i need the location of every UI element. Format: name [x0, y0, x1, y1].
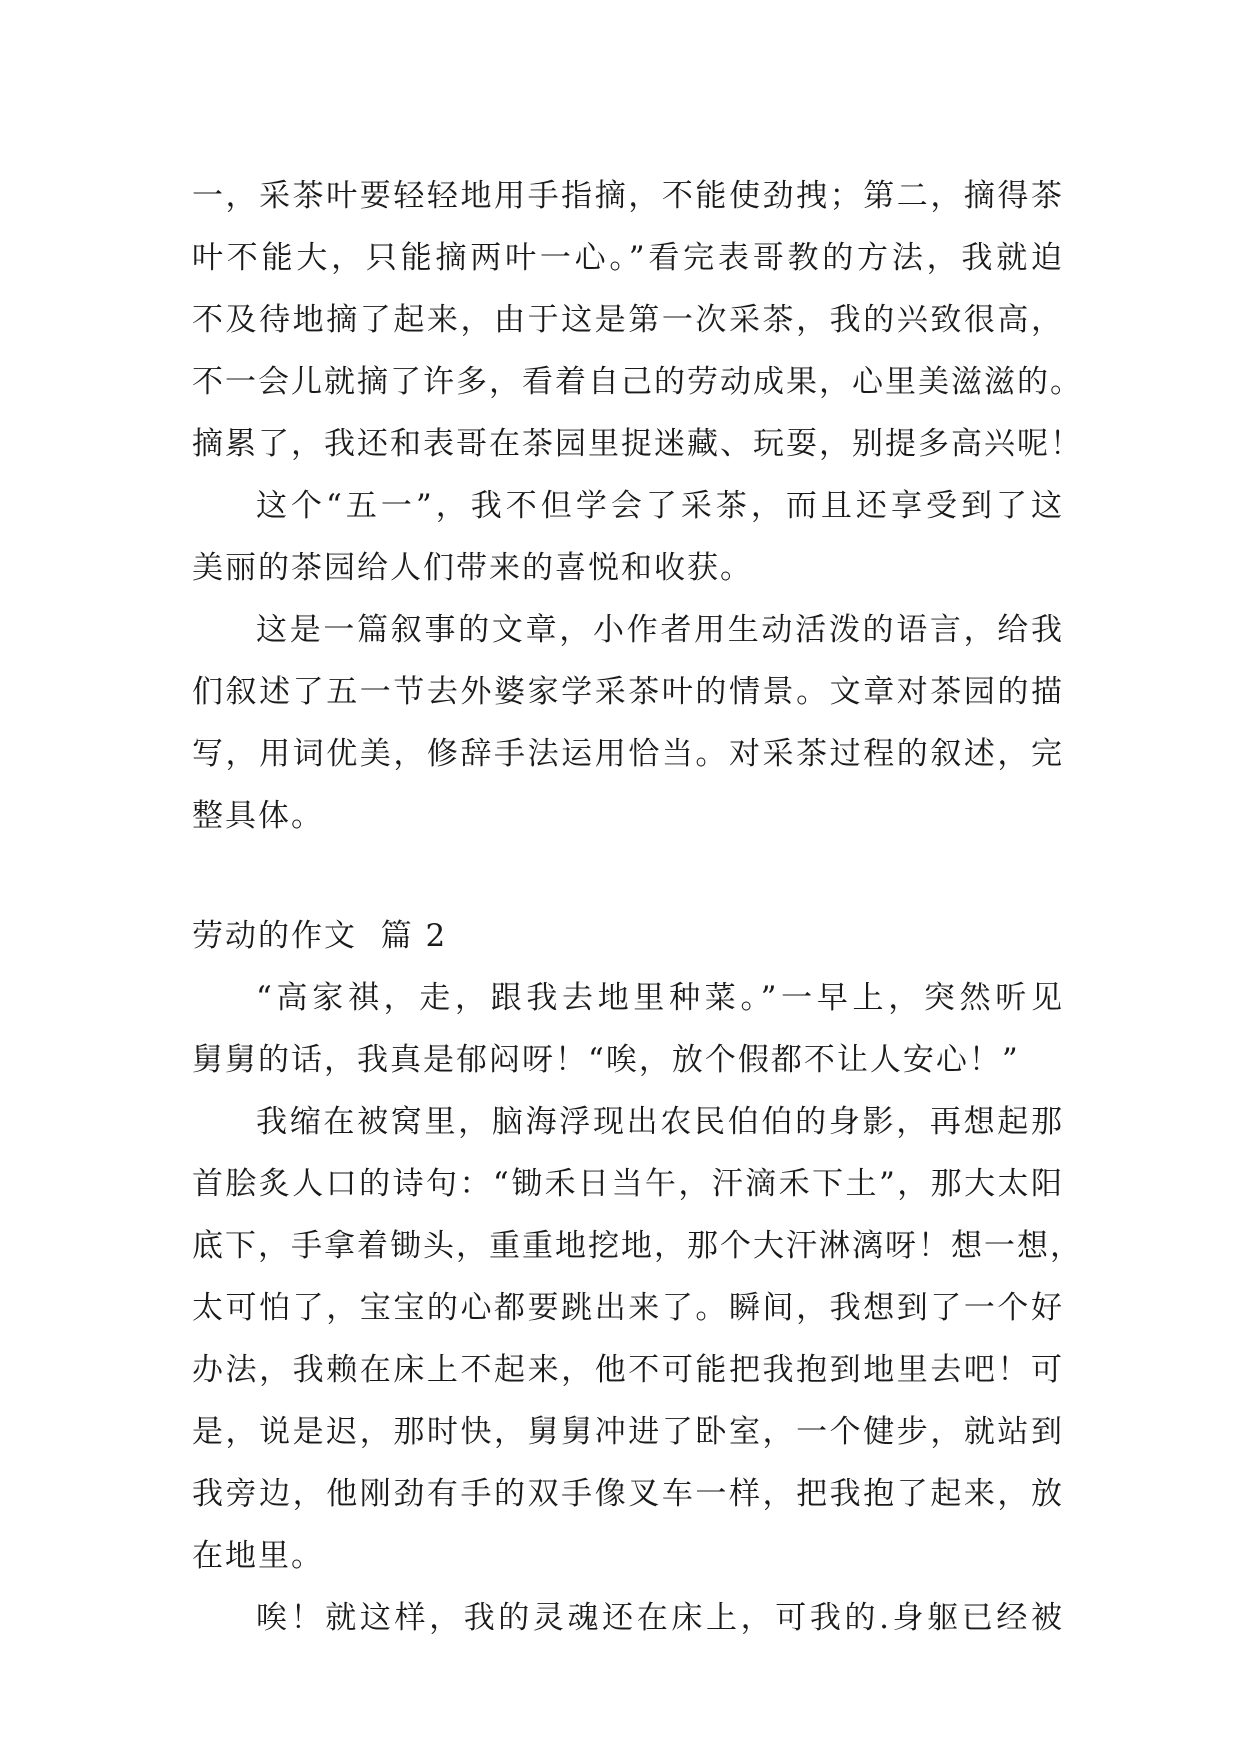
- text-line: 舅舅的话，我真是郁闷呀！“唉，放个假都不让人安心！”: [192, 1042, 1020, 1078]
- text-line: 不一会儿就摘了许多，看着自己的劳动成果，心里美滋滋的。: [192, 364, 1083, 400]
- text-line: 在地里。: [192, 1538, 324, 1574]
- text-line: 是，说是迟，那时快，舅舅冲进了卧室，一个健步，就站到: [192, 1414, 1064, 1450]
- paragraph-commentary: [192, 599, 1064, 847]
- text-line: 们叙述了五一节去外婆家学采茶叶的情景。文章对茶园的描: [192, 674, 1064, 710]
- text-line: 我旁边，他刚劲有手的双手像叉车一样，把我抱了起来，放: [192, 1476, 1064, 1512]
- text-line: 摘累了，我还和表哥在茶园里捉迷藏、玩耍，别提多高兴呢！: [192, 426, 1083, 462]
- text-line: 太可怕了，宝宝的心都要跳出来了。瞬间，我想到了一个好: [192, 1290, 1064, 1326]
- text-line: 这个“五一”，我不但学会了采茶，而且还享受到了这: [256, 488, 1064, 524]
- text-line: 不及待地摘了起来，由于这是第一次采茶，我的兴致很高，: [192, 302, 1064, 338]
- text-line: 写，用词优美，修辞手法运用恰当。对采茶过程的叙述，完: [192, 736, 1064, 772]
- text-line: 叶不能大，只能摘两叶一心。”看完表哥教的方法，我就迫: [192, 240, 1064, 276]
- text-line: 我缩在被窝里，脑海浮现出农民伯伯的身影，再想起那: [256, 1104, 1064, 1140]
- text-line: 整具体。: [192, 798, 324, 834]
- text-line: 首脍炙人口的诗句：“锄禾日当午，汗滴禾下土”，那大太阳: [192, 1166, 1064, 1202]
- paragraph-continued: [192, 165, 1083, 475]
- paragraph: [192, 967, 1064, 1091]
- paragraph: [192, 1587, 1064, 1649]
- text-line: 办法，我赖在床上不起来，他不可能把我抱到地里去吧！可: [192, 1352, 1064, 1388]
- text-line: 一，采茶叶要轻轻地用手指摘，不能使劲拽；第二，摘得茶: [192, 178, 1064, 214]
- section-heading: 劳动的作文 篇 2: [192, 918, 448, 954]
- document-body: [192, 165, 1083, 1649]
- text-line: 唉！就这样，我的灵魂还在床上，可我的.身躯已经被: [256, 1600, 1064, 1636]
- text-line: 底下，手拿着锄头，重重地挖地，那个大汗淋漓呀！想一想，: [192, 1228, 1083, 1264]
- paragraph: [192, 475, 1064, 599]
- text-line: “高家祺，走，跟我去地里种菜。”一早上，突然听见: [256, 980, 1064, 1016]
- text-line: 美丽的茶园给人们带来的喜悦和收获。: [192, 550, 753, 586]
- text-line: 这是一篇叙事的文章，小作者用生动活泼的语言，给我: [256, 612, 1064, 648]
- section-gap: [192, 847, 1064, 905]
- paragraph: [192, 1091, 1083, 1587]
